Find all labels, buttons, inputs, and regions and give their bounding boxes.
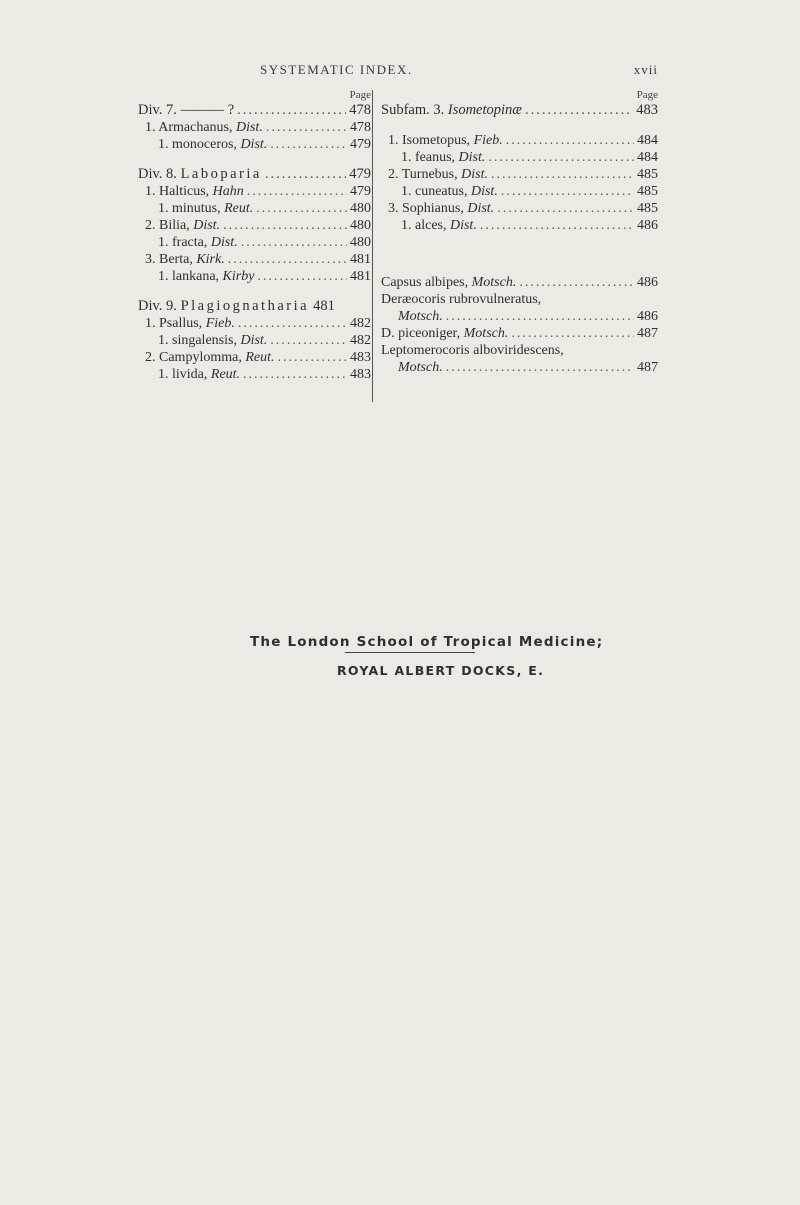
library-stamp <box>250 634 690 678</box>
index-entry: 1. Psallus, Fieb. ..... 482 <box>138 315 371 332</box>
index-entry: 1. livida, Reut. ..... 483 <box>138 366 371 383</box>
division-heading: Div. 9. Plagiognatharia 481 <box>138 298 335 314</box>
left-column <box>138 88 371 383</box>
header-page-number: xvii <box>633 62 658 77</box>
index-entry: 1. singalensis, Dist. ..... 482 <box>138 332 371 349</box>
stamp-line-1: The London School of Tropical Medicine; <box>250 634 604 650</box>
division-heading: Div. 8. Laboparia ..... 479 <box>138 166 371 183</box>
appendix-entry-line: Leptomerocoris alboviridescens, <box>381 343 564 358</box>
index-entry: 3. Sophianus, Dist. ..... 485 <box>381 200 658 217</box>
page-label: Page <box>349 89 371 101</box>
index-entry: 1. cuneatus, Dist. ..... 485 <box>381 183 658 200</box>
division-heading: Div. 7. ——— ? ..... 478 <box>138 102 371 119</box>
index-entry: 3. Berta, Kirk. ..... 481 <box>138 251 371 268</box>
subfamily-heading: Subfam. 3. Isometopinæ ..... 483 <box>381 102 658 119</box>
index-entry: 1. Halticus, Hahn ..... 479 <box>138 183 371 200</box>
index-entry: 1. monoceros, Dist. ..... 479 <box>138 136 371 153</box>
appendix-entry-line: Deræocoris rubrovulneratus, <box>381 292 542 307</box>
index-entry: 1. Armachanus, Dist. ..... 478 <box>138 119 371 136</box>
running-header <box>140 62 658 82</box>
header-title: SYSTEMATIC INDEX. <box>260 62 413 77</box>
appendix-entry: Motsch. ..... 487 <box>381 359 658 376</box>
column-divider <box>372 90 373 402</box>
index-entry: 1. minutus, Reut. ..... 480 <box>138 200 371 217</box>
stamp-line-2: ROYAL ALBERT DOCKS, E. <box>337 663 545 678</box>
index-entry: 1. feanus, Dist. ..... 484 <box>381 149 658 166</box>
page-number: 478 <box>349 102 371 118</box>
appendix-entry: Motsch. ..... 486 <box>381 308 658 325</box>
index-entry: 1. alces, Dist. ..... 486 <box>381 217 658 234</box>
index-entry: 2. Turnebus, Dist. ..... 485 <box>381 166 658 183</box>
index-entry: 2. Campylomma, Reut. ..... 483 <box>138 349 371 366</box>
stamp-rule <box>345 652 475 653</box>
appendix-entry: Capsus albipes, Motsch. ..... 486 <box>381 274 658 291</box>
index-entry: 1. fracta, Dist. ..... 480 <box>138 234 371 251</box>
appendix-entry: D. piceoniger, Motsch. ..... 487 <box>381 325 658 342</box>
index-entry: 1. lankana, Kirby ..... 481 <box>138 268 371 285</box>
page-label: Page <box>636 89 658 101</box>
index-entry: 2. Bilia, Dist. ..... 480 <box>138 217 371 234</box>
right-column <box>381 88 658 376</box>
index-entry: 1. Isometopus, Fieb. ..... 484 <box>381 132 658 149</box>
